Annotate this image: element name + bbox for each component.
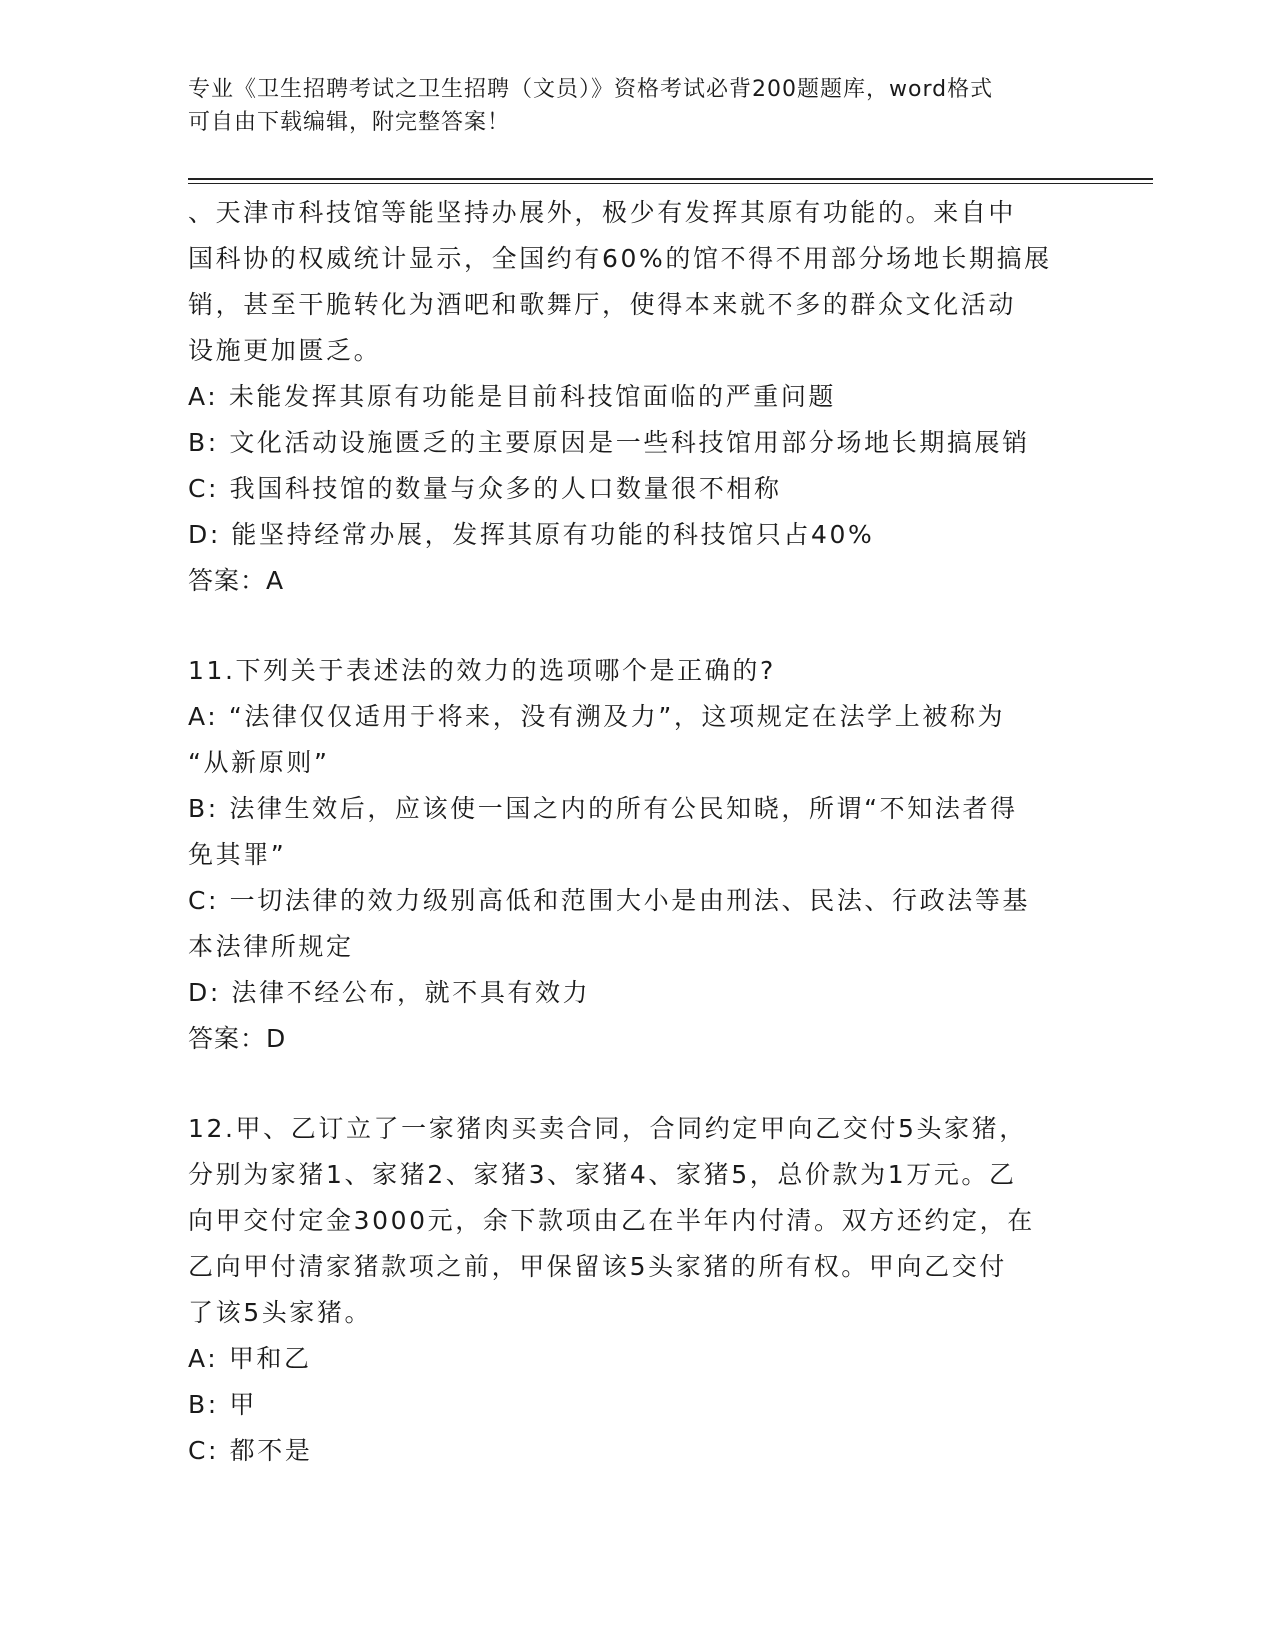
question-stem-line: 12.甲、乙订立了一家猪肉买卖合同，合同约定甲向乙交付5头家猪， bbox=[188, 1114, 1027, 1143]
option-b-continued: 免其罪” bbox=[188, 840, 287, 869]
header-title-line-2: 可自由下载编辑，附完整答案！ bbox=[188, 110, 511, 135]
question-stem-line: 国科协的权威统计显示，全国约有60%的馆不得不用部分场地长期搞展 bbox=[188, 244, 1052, 273]
document-header bbox=[188, 73, 1088, 139]
option-c: C: 都不是 bbox=[188, 1436, 313, 1465]
option-a: A: 甲和乙 bbox=[188, 1344, 312, 1373]
question-10 bbox=[188, 190, 1088, 604]
question-spacer bbox=[188, 1062, 1088, 1106]
question-stem-line: 销，甚至干脆转化为酒吧和歌舞厅，使得本来就不多的群众文化活动 bbox=[188, 290, 1017, 319]
option-a: A: “法律仅仅适用于将来，没有溯及力”，这项规定在法学上被称为 bbox=[188, 702, 1006, 731]
question-content bbox=[188, 190, 1088, 1474]
option-a-continued: “从新原则” bbox=[188, 748, 330, 777]
question-stem-line: 、天津市科技馆等能坚持办展外，极少有发挥其原有功能的。来自中 bbox=[188, 198, 1017, 227]
header-title-line-1: 专业《卫生招聘考试之卫生招聘（文员）》资格考试必背200题题库，word格式 bbox=[188, 77, 994, 102]
option-c: C: 一切法律的效力级别高低和范围大小是由刑法、民法、行政法等基 bbox=[188, 886, 1031, 915]
option-a: A: 未能发挥其原有功能是目前科技馆面临的严重问题 bbox=[188, 382, 837, 411]
option-d: D: 法律不经公布，就不具有效力 bbox=[188, 978, 591, 1007]
option-c-continued: 本法律所规定 bbox=[188, 932, 354, 961]
option-b: B: 法律生效后，应该使一国之内的所有公民知晓，所谓“不知法者得 bbox=[188, 794, 1018, 823]
question-spacer bbox=[188, 604, 1088, 648]
question-stem-line: 了该5头家猪。 bbox=[188, 1298, 373, 1327]
header-divider-thick bbox=[188, 178, 1153, 180]
option-b: B: 文化活动设施匮乏的主要原因是一些科技馆用部分场地长期搞展销 bbox=[188, 428, 1030, 457]
header-divider-thin bbox=[188, 183, 1153, 184]
answer: 答案：D bbox=[188, 1024, 287, 1053]
question-stem-line: 11.下列关于表述法的效力的选项哪个是正确的? bbox=[188, 656, 776, 685]
question-12 bbox=[188, 1106, 1088, 1474]
question-stem-line: 向甲交付定金3000元，余下款项由乙在半年内付清。双方还约定，在 bbox=[188, 1206, 1035, 1235]
option-c: C: 我国科技馆的数量与众多的人口数量很不相称 bbox=[188, 474, 782, 503]
option-d: D: 能坚持经常办展，发挥其原有功能的科技馆只占40% bbox=[188, 520, 875, 549]
question-stem-line: 乙向甲付清家猪款项之前，甲保留该5头家猪的所有权。甲向乙交付 bbox=[188, 1252, 1007, 1281]
option-b: B: 甲 bbox=[188, 1390, 257, 1419]
question-stem-line: 设施更加匮乏。 bbox=[188, 336, 382, 365]
question-stem-line: 分别为家猪1、家猪2、家猪3、家猪4、家猪5，总价款为1万元。乙 bbox=[188, 1160, 1017, 1189]
answer: 答案：A bbox=[188, 566, 285, 595]
question-11 bbox=[188, 648, 1088, 1062]
